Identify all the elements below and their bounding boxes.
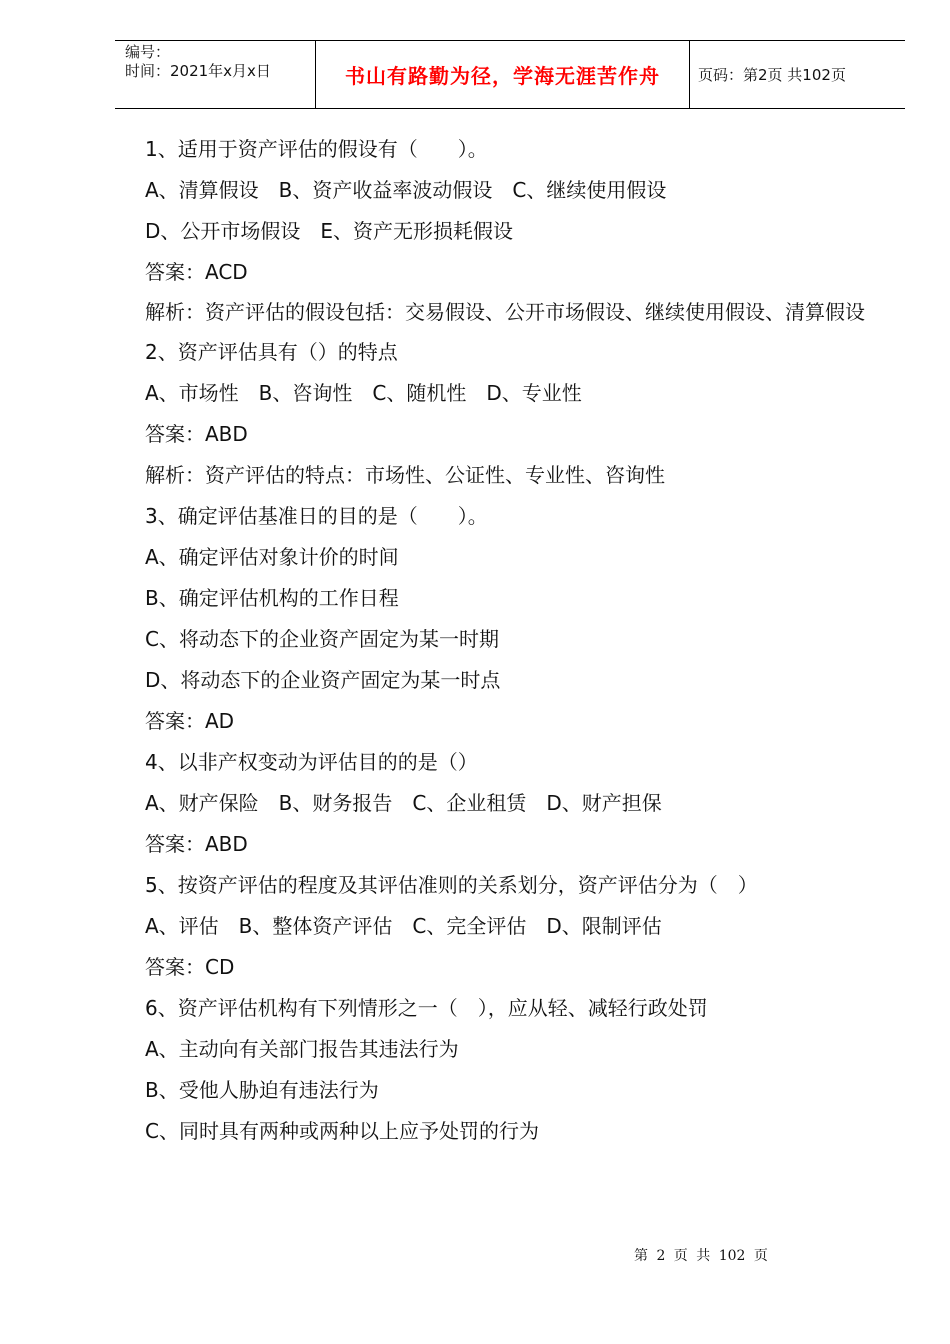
- header-page-number: 页码：第2页 共102页: [698, 66, 846, 84]
- question-5-options: A、评估 B、整体资产评估 C、完全评估 D、限制评估: [145, 914, 662, 938]
- question-4: 4、以非产权变动为评估目的的是（）: [145, 750, 478, 774]
- question-4-options: A、财产保险 B、财务报告 C、企业租赁 D、财产担保: [145, 791, 662, 815]
- question-1: 1、适用于资产评估的假设有（ ）。: [145, 137, 488, 161]
- question-5: 5、按资产评估的程度及其评估准则的关系划分，资产评估分为（ ）: [145, 873, 758, 897]
- question-5-answer: 答案：CD: [145, 955, 235, 979]
- header-motto: 书山有路勤为径，学海无涯苦作舟: [315, 41, 690, 108]
- question-3-answer: 答案：AD: [145, 709, 235, 733]
- question-1-explanation: 解析：资产评估的假设包括：交易假设、公开市场假设、继续使用假设、清算假设: [145, 300, 865, 324]
- question-4-answer: 答案：ABD: [145, 832, 248, 856]
- header-meta: [115, 41, 315, 108]
- question-6-option-b: B、受他人胁迫有违法行为: [145, 1078, 379, 1102]
- document-body: [145, 129, 875, 1152]
- question-1-options-d-e: D、公开市场假设 E、资产无形损耗假设: [145, 219, 514, 243]
- page-footer: 第 2 页 共 102 页: [634, 1248, 768, 1264]
- question-6-option-c: C、同时具有两种或两种以上应予处罚的行为: [145, 1119, 539, 1143]
- page-header: [115, 40, 905, 109]
- question-3-option-d: D、将动态下的企业资产固定为某一时点: [145, 668, 501, 692]
- question-1-options-a-c: A、清算假设 B、资产收益率波动假设 C、继续使用假设: [145, 178, 667, 202]
- question-3: 3、确定评估基准日的目的是（ ）。: [145, 504, 488, 528]
- question-6-option-a: A、主动向有关部门报告其违法行为: [145, 1037, 459, 1061]
- doc-time: 时间：2021年x月x日: [125, 62, 271, 80]
- question-2-answer: 答案：ABD: [145, 422, 248, 446]
- question-6: 6、资产评估机构有下列情形之一（ ），应从轻、减轻行政处罚: [145, 996, 708, 1020]
- doc-number: 编号：: [125, 43, 171, 61]
- question-3-option-a: A、确定评估对象计价的时间: [145, 545, 399, 569]
- question-3-option-b: B、确定评估机构的工作日程: [145, 586, 399, 610]
- question-2-explanation: 解析：资产评估的特点：市场性、公证性、专业性、咨询性: [145, 463, 665, 487]
- question-2: 2、资产评估具有（）的特点: [145, 340, 398, 364]
- question-3-option-c: C、将动态下的企业资产固定为某一时期: [145, 627, 499, 651]
- question-1-answer: 答案：ACD: [145, 260, 248, 284]
- question-2-options: A、市场性 B、咨询性 C、随机性 D、专业性: [145, 381, 582, 405]
